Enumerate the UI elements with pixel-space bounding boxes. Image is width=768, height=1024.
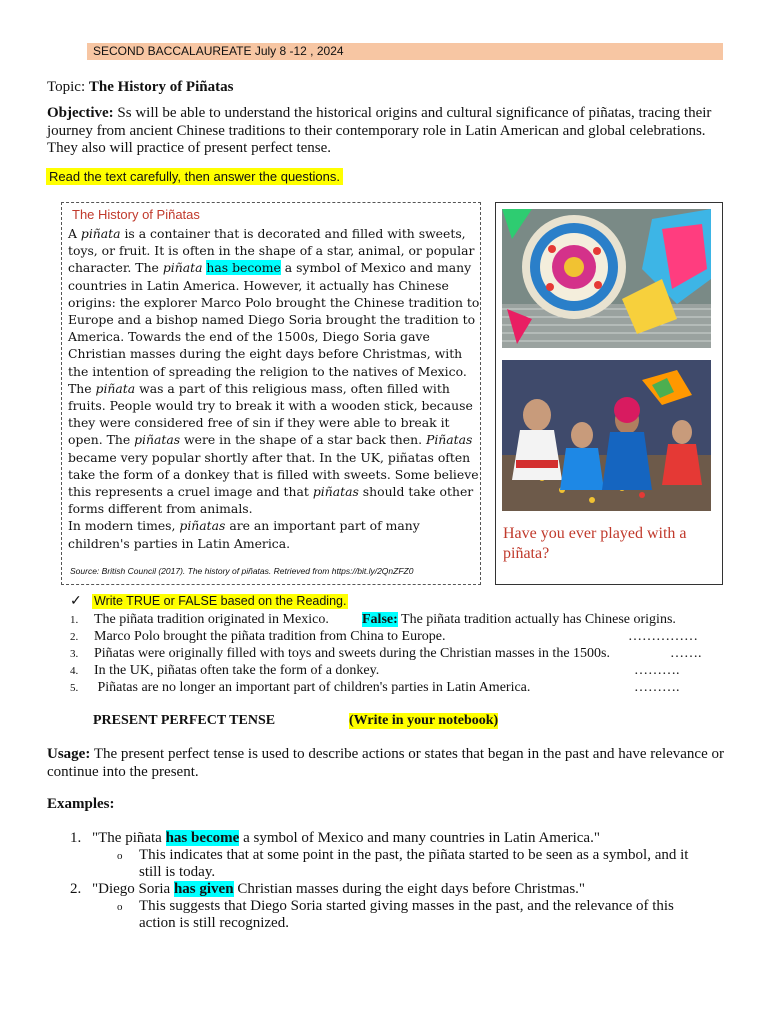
topic-title: The History of Piñatas — [88, 79, 234, 95]
usage — [47, 746, 727, 781]
tf-item-5: 5. Piñatas are no longer an important part of children's parties in Latin America. — [70, 680, 531, 695]
present-perfect-title: PRESENT PERFECT TENSE — [93, 713, 276, 728]
tf-blank-4[interactable]: ………. — [634, 663, 680, 678]
objective-text: Ss will be able to understand the historical origins and cultural significance of piñatas, tracing their journey from ancient Chinese traditions to their contemporary role in Latin American and global celebrations. They also will practice of present perfect tense. — [47, 105, 712, 156]
notebook-note: (Write in your notebook) — [349, 713, 499, 728]
tf-answer-1: False: The piñata tradition actually has Chinese origins. — [362, 612, 676, 627]
children-party-photo — [502, 360, 711, 511]
example-1-num: 1. — [70, 830, 82, 846]
highlight-has-become: has become — [206, 260, 281, 276]
usage-text: The present perfect tense is used to describe actions or states that began in the past and have relevance or continue into the present. — [47, 746, 724, 780]
tf-item-2: 2. Marco Polo brought the piñata tradition from China to Europe. — [70, 629, 446, 644]
reading-source: Source: British Council (2017). The history of piñatas. Retrieved from https://bit.ly/2QnZFZ0 — [70, 566, 414, 576]
topic-label: Topic: — [47, 79, 86, 95]
example-2-note-line1: This suggests that Diego Soria started giving masses in the past, and the relevance of this — [139, 898, 674, 914]
objective — [47, 105, 727, 158]
true-false-instruction: Write TRUE or FALSE based on the Reading. — [94, 594, 347, 608]
checkmark-icon: ✓ — [70, 594, 82, 609]
example-2-bullet: o — [117, 901, 123, 913]
example-1-sentence: "The piñata has become a symbol of Mexico and many countries in Latin America." — [92, 830, 600, 846]
objective-label: Objective: — [47, 105, 114, 121]
tf-item-1: 1. The piñata tradition originated in Mexico. — [70, 612, 329, 627]
example-2-sentence: "Diego Soria has given Christian masses during the eight days before Christmas." — [92, 881, 586, 897]
reading-text: A piñata is a container that is decorated and filled with sweets, toys, or fruit. It is often in the shape of a star, animal, or popular character. The piñata has become a symbol of Mexico and many countries in Latin America. However, it actually has Chinese origins: the explorer Marco Polo brought the Chinese tradition to Europe and a bishop named Diego Soria brought the tradition to America. Towards the end of the 1500s, Diego Soria gave Christian masses during the eight days before Christmas, with the intention of spreading the religion to the natives of Mexico. The piñata was a part of this religious mass, often filled with fruits. People would try to break it with a wooden stick, because they were considered free of sin if they were able to break it open. The piñatas were in the shape of a star back then. Piñatas became very popular shortly after that. In the UK, piñatas often take the form of a donkey that is filled with sweets. Some believe this represents a cruel image and that piñatas should take other forms different from animals. In modern times, piñatas are an important part of many children's parties in Latin America. — [68, 226, 480, 551]
example-2-note-line2: action is still recognized. — [139, 915, 289, 931]
photo-caption: Have you ever played with a piñata? — [503, 525, 687, 562]
example-1-note-line1: This indicates that at some point in the past, the piñata started to be seen as a symbol, and it — [139, 847, 689, 863]
tf-item-3: 3. Piñatas were originally filled with toys and sweets during the Christian masses in the 1500s. — [70, 646, 610, 661]
header-bar: SECOND BACCALAUREATE July 8 -12 , 2024 — [87, 43, 723, 60]
tf-blank-5[interactable]: ………. — [634, 680, 680, 695]
tf-blank-2[interactable]: …………… — [628, 629, 698, 644]
pinata-decorations-photo — [502, 209, 711, 348]
tf-blank-3[interactable]: ……. — [670, 646, 702, 661]
example-2-num: 2. — [70, 881, 82, 897]
topic-heading — [47, 79, 233, 96]
examples-label: Examples: — [47, 796, 115, 812]
usage-label: Usage: — [47, 746, 91, 762]
reading-title: The History of Piñatas — [72, 207, 200, 222]
example-1-bullet: o — [117, 850, 123, 862]
reading-instruction: Read the text carefully, then answer the questions. — [46, 168, 343, 185]
tf-item-4: 4. In the UK, piñatas often take the form of a donkey. — [70, 663, 380, 678]
example-1-note-line2: still is today. — [139, 864, 216, 880]
